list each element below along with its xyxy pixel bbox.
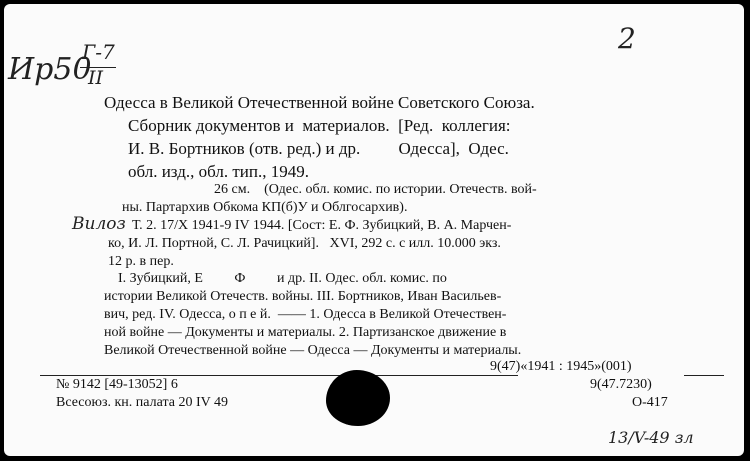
publisher-line: Всесоюз. кн. палата 20 IV 49 xyxy=(56,395,228,410)
title-line: Сборник документов и материалов. [Ред. коллегия: xyxy=(128,116,511,135)
record-number: № 9142 [49-13052] 6 xyxy=(56,377,178,392)
note-line: 26 см. (Одес. обл. комис. по истории. Отечеств. вой- xyxy=(214,182,537,197)
title-line: обл. изд., обл. тип., 1949. xyxy=(128,162,309,181)
class-number: 9(47)«1941 : 1945»(001) xyxy=(490,359,632,374)
date-stamp: 13/V-49 зл xyxy=(608,428,694,447)
shelfmark-numerator: Г-7 xyxy=(82,40,115,64)
margin-note: Вилоз xyxy=(72,214,126,234)
corner-number: 2 xyxy=(618,22,636,55)
divider-rule xyxy=(40,375,518,376)
ink-blot xyxy=(326,370,390,426)
catalog-card xyxy=(4,4,744,456)
tracing-line: ной войне — Документы и материалы. 2. Партизанское движение в xyxy=(104,325,507,340)
divider-rule xyxy=(684,375,724,376)
tracing-line: I. Зубицкий, Е Ф и др. II. Одес. обл. комис. по xyxy=(118,271,447,286)
shelfmark-denominator: II xyxy=(88,67,104,89)
tracing-line: Великой Отечественной войне — Одесса — Документы и материалы. xyxy=(104,343,522,358)
note-line: 12 р. в пер. xyxy=(108,254,174,269)
note-line: ны. Партархив Обкома КП(б)У и Облгосархив). xyxy=(122,200,408,215)
note-line: Т. 2. 17/X 1941-9 IV 1944. [Сост: Е. Ф. Зубицкий, В. А. Марчен- xyxy=(132,218,512,233)
shelf-code: 9(47.7230) xyxy=(590,377,652,392)
tracing-line: вич, ред. IV. Одесса, о п е й. —— 1. Одесса в Великой Отечествен- xyxy=(104,307,507,322)
title-line: И. В. Бортников (отв. ред.) и др. Одесса], Одес. xyxy=(128,139,509,158)
series-code: О-417 xyxy=(632,395,668,410)
note-line: ко, И. Л. Портной, С. Л. Рачицкий]. XVI, 292 с. с илл. 10.000 экз. xyxy=(108,236,501,251)
shelfmark-prefix: Ир50 xyxy=(8,52,92,87)
title-line: Одесса в Великой Отечественной войне Советского Союза. xyxy=(104,93,535,112)
tracing-line: истории Великой Отечеств. войны. III. Бортников, Иван Васильев- xyxy=(104,289,502,304)
